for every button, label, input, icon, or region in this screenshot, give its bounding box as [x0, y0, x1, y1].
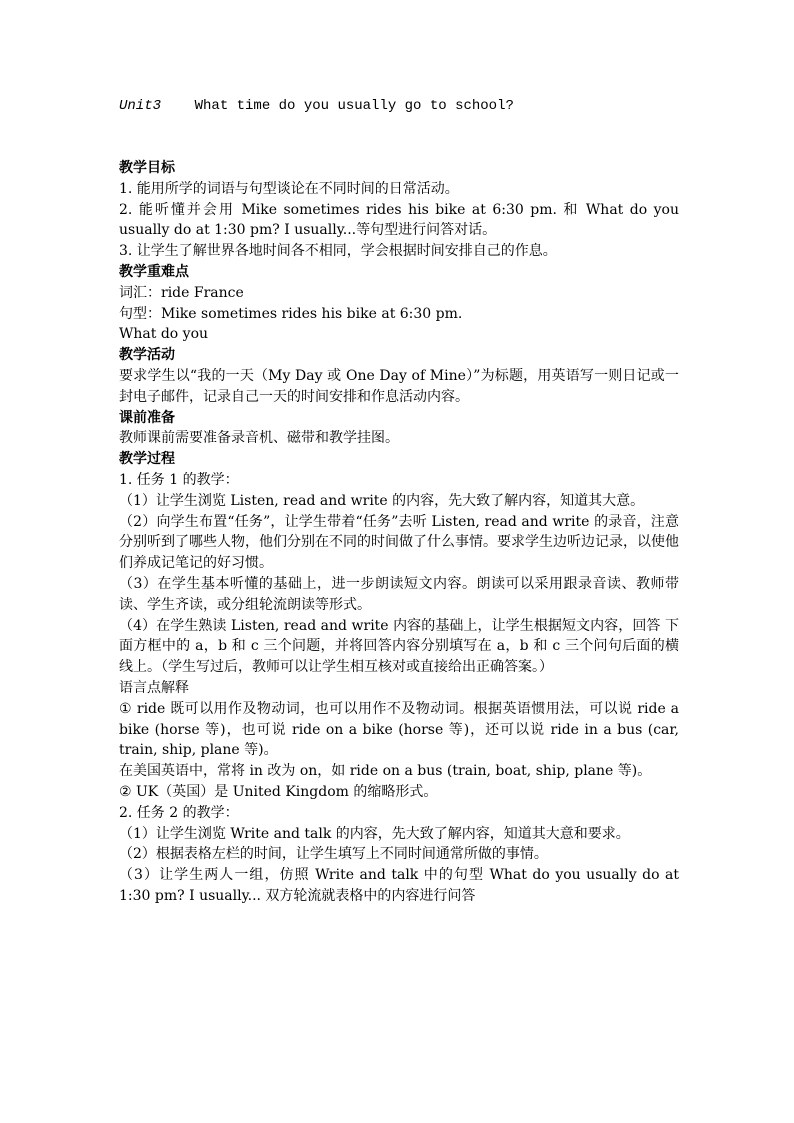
paragraph: 句型：Mike sometimes rides his bike at 6:30 pm.: [119, 305, 463, 322]
section-heading: 教学重难点: [119, 263, 189, 280]
paragraph: （4）在学生熟读 Listen, read and write 内容的基础上，让学生根据短文内容，回答 下面方框中的 a，b 和 c 三个问题，并将回答内容分别填写在 a，b 和 c 三个问句后面的横线上。（学生写过后，教师可以让学生相互核对或直接给出正确答案。）: [119, 617, 679, 676]
section-heading: 教学活动: [119, 347, 175, 364]
document-body: [119, 158, 679, 907]
paragraph: （1）让学生浏览 Write and talk 的内容，先大致了解内容，知道其大意和要求。: [119, 825, 630, 842]
paragraph: 要求学生以“我的一天（My Day 或 One Day of Mine）”为标题，用英语写一则日记或一封电子邮件，记录自己一天的时间安排和作息活动内容。: [119, 367, 679, 405]
paragraph: ② UK（英国）是 United Kingdom 的缩略形式。: [119, 783, 438, 800]
paragraph: 在美国英语中，常将 in 改为 on，如 ride on a bus (train, boat, ship, plane 等)。: [119, 763, 652, 780]
section-heading: 课前准备: [119, 409, 175, 426]
paragraph: ① ride 既可以用作及物动词，也可以用作不及物动词。根据英语惯用法，可以说 ride a bike (horse 等)，也可说 ride on a bike (horse 等)，还可以说 ride in a bus (car, train, ship, plane 等)。: [119, 700, 679, 759]
paragraph: （1）让学生浏览 Listen, read and write 的内容，先大致了解内容，知道其大意。: [119, 492, 645, 509]
paragraph: （3）让学生两人一组，仿照 Write and talk 中的句型 What do you usually do at 1:30 pm? I usually... 双方轮流就表格中的内容进行问答: [119, 867, 679, 904]
paragraph: 词汇：ride France: [119, 284, 244, 301]
paragraph: 3. 让学生了解世界各地时间各不相同，学会根据时间安排自己的作息。: [119, 243, 557, 260]
document-page: [119, 96, 679, 907]
page-title: [119, 96, 679, 116]
unit-label: Unit3: [119, 98, 162, 114]
title-text: What time do you usually go to school?: [161, 98, 514, 114]
paragraph: 1. 能用所学的词语与句型谈论在不同时间的日常活动。: [119, 180, 459, 197]
paragraph: What do you: [119, 326, 209, 343]
paragraph: （3）在学生基本听懂的基础上，进一步朗读短文内容。朗读可以采用跟录音读、教师带读、学生齐读，或分组轮流朗读等形式。: [119, 575, 679, 613]
paragraph: 语言点解释: [119, 679, 189, 696]
paragraph: 1. 任务 1 的教学：: [119, 471, 239, 488]
section-heading: 教学过程: [119, 451, 175, 468]
paragraph: （2）根据表格左栏的时间，让学生填写上不同时间通常所做的事情。: [119, 846, 548, 863]
section-heading: 教学目标: [119, 160, 175, 176]
paragraph: （2）向学生布置“任务”，让学生带着“任务”去听 Listen, read and write 的录音，注意分别听到了哪些人物，他们分别在不同的时间做了什么事情。要求学生边听边记录，以使他们养成记笔记的好习惯。: [119, 513, 679, 572]
paragraph: 2. 能听懂并会用 Mike sometimes rides his bike at 6:30 pm. 和 What do you usually do at 1:30 pm? I usually...等句型进行问答对话。: [119, 201, 679, 239]
paragraph: 教师课前需要准备录音机、磁带和教学挂图。: [119, 430, 399, 447]
paragraph: 2. 任务 2 的教学：: [119, 804, 239, 821]
